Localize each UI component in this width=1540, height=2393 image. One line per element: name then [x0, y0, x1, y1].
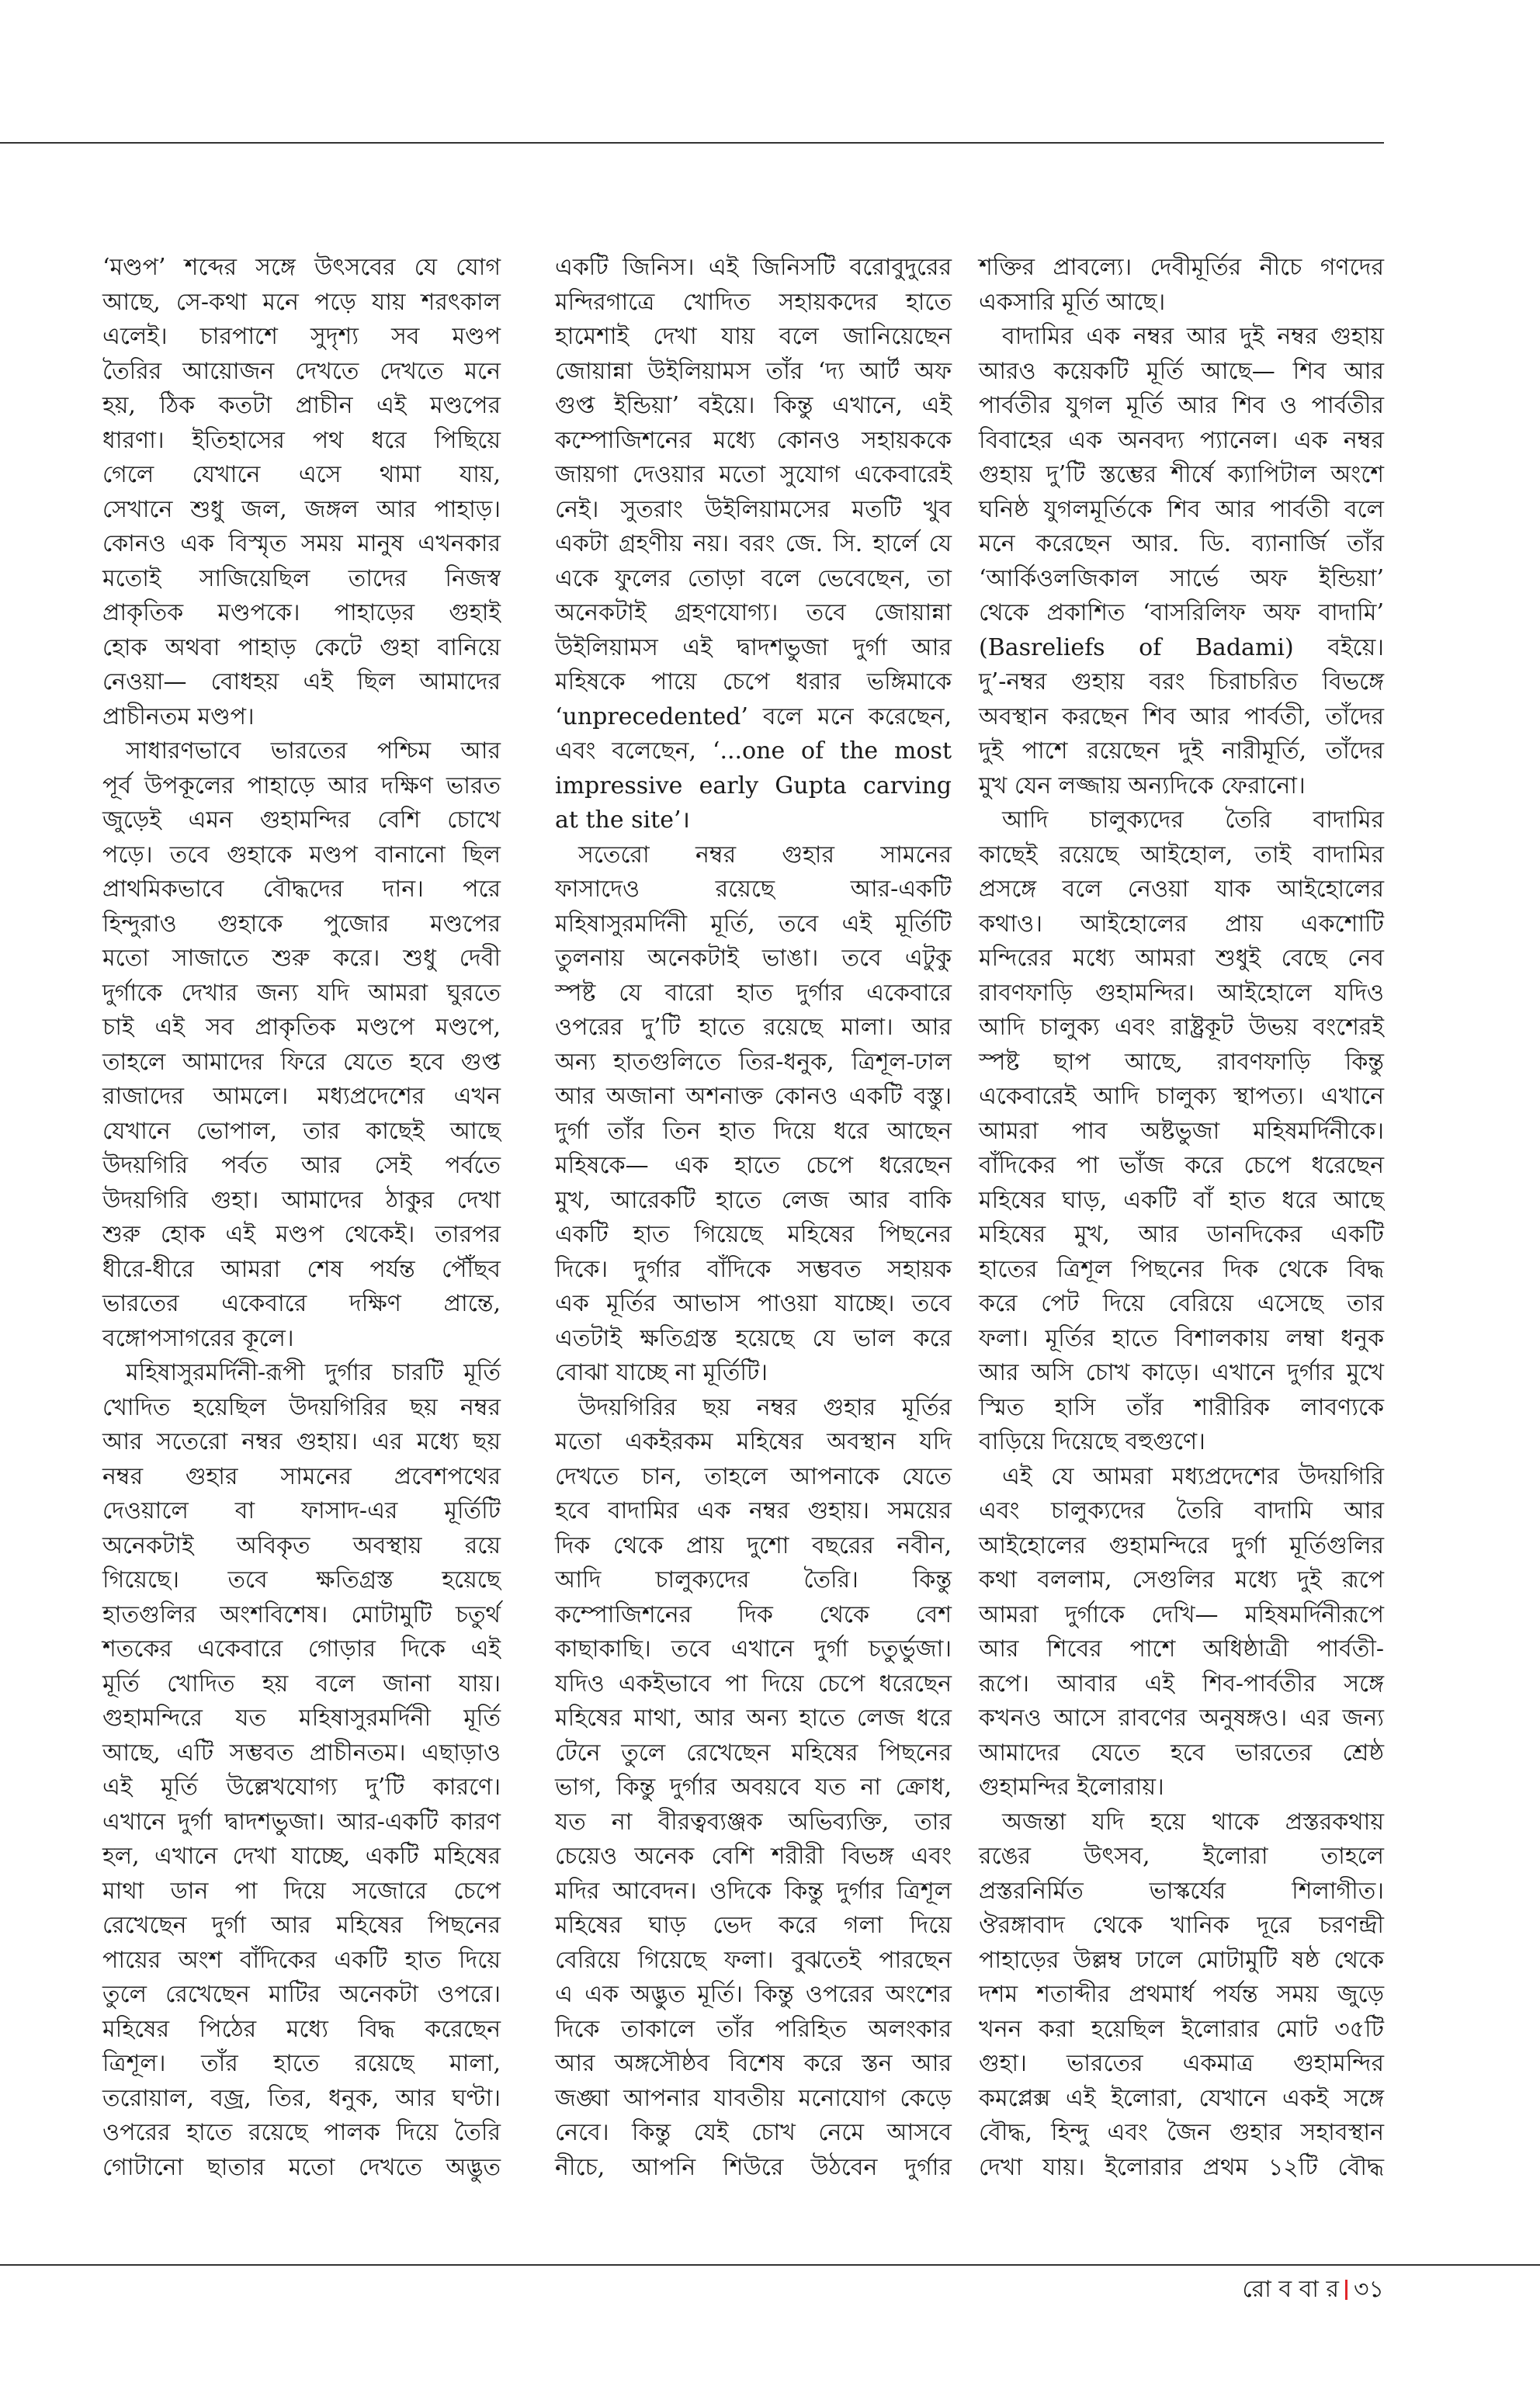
text-line: জায়গা দেওয়ার মতো সুযোগ একেবারেই [555, 461, 952, 488]
text-line: দেখা যায়। ইলোরার প্রথম ১২টি বৌদ্ধ [979, 2153, 1384, 2181]
text-line: impressive early Gupta carving [555, 772, 952, 799]
text-line: কম্পোজিশনের দিক থেকে বেশ [555, 1601, 952, 1628]
text-line: সেখানে শুধু জল, জঙ্গল আর পাহাড়। [102, 495, 501, 523]
text-line: একেবারেই আদি চালুক্য স্থাপত্য। এখানে [979, 1083, 1384, 1110]
text-line: আমাদের যেতে হবে ভারতের শ্রেষ্ঠ [979, 1739, 1384, 1767]
text-line: তুলে রেখেছেন মাটির অনেকটা ওপরে। [102, 1981, 501, 2008]
text-line: মতোই সাজিয়েছিল তাদের নিজস্ব [102, 564, 501, 592]
text-line: ঘনিষ্ঠ যুগলমূর্তিকে শিব আর পার্বতী বলে [979, 495, 1384, 523]
text-line: জঙ্ঘা আপনার যাবতীয় মনোযোগ কেড়ে [555, 2084, 952, 2112]
text-line: হবে বাদামির এক নম্বর গুহায়। সময়ের [555, 1497, 952, 1524]
text-line: মহিষের ঘাড়, একটি বাঁ হাত ধরে আছে [979, 1186, 1384, 1214]
text-line: আদি চালুক্য এবং রাষ্ট্রকূট উভয় বংশেরই [979, 1014, 1384, 1041]
text-line: মদির আবেদন। ওদিকে কিন্তু দুর্গার ত্রিশূল [555, 1877, 952, 1905]
text-line: ফলা। মূর্তির হাতে বিশালকায় লম্বা ধনুক [979, 1324, 1384, 1352]
text-line: দিকে। দুর্গার বাঁদিকে সম্ভবত সহায়ক [555, 1255, 952, 1283]
text-line: অন্য হাতগুলিতে তির-ধনুক, ত্রিশূল-ঢাল [555, 1048, 952, 1076]
text-column-2 [555, 251, 952, 2185]
text-line: একে ফুলের তোড়া বলে ভেবেছেন, তা [555, 564, 952, 592]
text-line: আর সতেরো নম্বর গুহায়। এর মধ্যে ছয় [102, 1428, 501, 1455]
text-line: আর অজানা অশনাক্ত কোনও একটি বস্তু। [555, 1083, 952, 1110]
text-line: আর অঙ্গসৌষ্ঠব বিশেষ করে স্তন আর [555, 2050, 952, 2077]
text-line: অনেকটাই গ্রহণযোগ্য। তবে জোয়ান্না [555, 599, 952, 626]
text-line: যদিও একইভাবে পা দিয়ে চেপে ধরেছেন [555, 1670, 952, 1698]
text-line: উদয়গিরির ছয় নম্বর গুহার মূর্তির [578, 1393, 952, 1421]
text-line: মন্দিরের মধ্যে আমরা শুধুই বেছে নেব [979, 945, 1384, 972]
text-line: আদি চালুক্যদের তৈরি বাদামির [1002, 806, 1384, 834]
text-line: এতটাই ক্ষতিগ্রস্ত হয়েছে যে ভাল করে [555, 1324, 952, 1352]
text-line: আমরা পাব অষ্টভুজা মহিষমর্দিনীকে। [979, 1117, 1384, 1145]
text-line: ভারতের একেবারে দক্ষিণ প্রান্তে, [102, 1290, 501, 1317]
text-line: একসারি মূর্তি আছে। [979, 288, 1166, 316]
text-line: রঙের উৎসব, ইলোরা তাহলে [979, 1843, 1384, 1870]
text-line: তরোয়াল, বজ্র, তির, ধনুক, আর ঘণ্টা। [102, 2084, 501, 2112]
text-line: কোনও এক বিস্মৃত সময় মানুষ এখনকার [102, 530, 501, 557]
text-line: at the site’। [555, 806, 690, 834]
text-line: ঔরঙ্গাবাদ থেকে খানিক দূরে চরণন্দ্রী [979, 1912, 1384, 1939]
text-line: দুই পাশে রয়েছেন দুই নারীমূর্তি, তাঁদের [979, 737, 1384, 765]
text-line: মহিষাসুরমর্দিনী-রূপী দুর্গার চারটি মূর্তি [126, 1359, 501, 1386]
text-line: থেকে প্রকাশিত ‘বাসরিলিফ অফ বাদামি’ [979, 599, 1384, 626]
text-line: আদি চালুক্যদের তৈরি। কিন্তু [555, 1566, 952, 1594]
text-line: যেখানে ভোপাল, তার কাছেই আছে [102, 1117, 501, 1145]
text-line: রাজাদের আমলে। মধ্যপ্রদেশের এখন [102, 1083, 501, 1110]
text-line: পাহাড়ের উল্লম্ব ঢালে মোটামুটি ষষ্ঠ থেকে [979, 1946, 1384, 1974]
text-line: বঙ্গোপসাগরের কূলে। [102, 1324, 294, 1352]
text-line: পড়ে। তবে গুহাকে মণ্ডপ বানানো ছিল [102, 841, 501, 869]
page-number: ৩১ [1354, 2276, 1384, 2303]
text-line: সতেরো নম্বর গুহার সামনের [578, 841, 952, 869]
text-line: নেই। সুতরাং উইলিয়ামসের মতটি খুব [555, 495, 952, 523]
text-line: কাছাকাছি। তবে এখানে দুর্গা চতুর্ভুজা। [555, 1635, 952, 1663]
text-line: বাঁদিকের পা ভাঁজ করে চেপে ধরেছেন [979, 1152, 1384, 1179]
magazine-name: রো ব বা র [1242, 2276, 1340, 2303]
text-line: উদয়গিরি পর্বত আর সেই পর্বতে [102, 1152, 501, 1179]
text-line: দুর্গা তাঁর তিন হাত দিয়ে ধরে আছেন [555, 1117, 952, 1145]
text-line: প্রাথমিকভাবে বৌদ্ধদের দান। পরে [102, 876, 501, 903]
text-line: আছে, সে-কথা মনে পড়ে যায় শরৎকাল [102, 288, 501, 316]
text-line: আর শিবের পাশে অধিষ্ঠাত্রী পার্বতী- [979, 1635, 1384, 1663]
text-line: খনন করা হয়েছিল ইলোরার মোট ৩৫টি [979, 2015, 1384, 2043]
page-footer [1242, 2273, 1384, 2307]
text-line: গুহামন্দিরে যত মহিষাসুরমর্দিনী মূর্তি [102, 1705, 501, 1732]
text-line: জুড়েই এমন গুহামন্দির বেশি চোখে [102, 806, 501, 834]
text-line: এ এক অদ্ভুত মূর্তি। কিন্তু ওপরের অংশের [555, 1981, 952, 2008]
text-line: মনে করেছেন আর. ডি. ব্যানার্জি তাঁর [979, 530, 1384, 557]
text-line: বিবাহের এক অনবদ্য প্যানেল। এক নম্বর [979, 426, 1384, 454]
paragraph [555, 1391, 952, 2186]
text-line: এবং বলেছেন, ‘...one of the most [555, 737, 952, 765]
bottom-rule [0, 2264, 1540, 2266]
text-line: হাতগুলির অংশবিশেষ। মোটামুটি চতুর্থ [102, 1601, 501, 1628]
text-line: স্পষ্ট ছাপ আছে, রাবণফাড়ি কিন্তু [979, 1048, 1384, 1076]
text-line: মহিষকে পায়ে চেপে ধরার ভঙ্গিমাকে [555, 668, 952, 695]
text-line: উদয়গিরি গুহা। আমাদের ঠাকুর দেখা [102, 1186, 501, 1214]
text-line: অজন্তা যদি হয়ে থাকে প্রস্তরকথায় [1002, 1808, 1384, 1836]
text-line: পার্বতীর যুগল মূর্তি আর শিব ও পার্বতীর [979, 392, 1384, 419]
text-line: শক্তির প্রাবল্যে। দেবীমূর্তির নীচে গণদের [979, 254, 1384, 281]
text-line: বেরিয়ে গিয়েছে ফলা। বুঝতেই পারছেন [555, 1946, 952, 1974]
text-line: চাই এই সব প্রাকৃতিক মণ্ডপে মণ্ডপে, [102, 1014, 501, 1041]
footer-separator [1345, 2280, 1348, 2300]
text-line: দুর্গাকে দেখার জন্য যদি আমরা ঘুরতে [102, 979, 501, 1007]
text-line: চেয়েও অনেক বেশি শরীরী বিভঙ্গ এবং [555, 1843, 952, 1870]
text-line: মতো সাজাতে শুরু করে। শুধু দেবী [102, 945, 501, 972]
text-line: পায়ের অংশ বাঁদিকের একটি হাত দিয়ে [102, 1946, 501, 1974]
text-line: নেবে। কিন্তু যেই চোখ নেমে আসবে [555, 2119, 952, 2146]
text-line: গুপ্ত ইন্ডিয়া’ বইয়ে। কিন্তু এখানে, এই [555, 392, 952, 419]
text-line: দেখতে চান, তাহলে আপনাকে যেতে [555, 1462, 952, 1490]
text-line: ওপরের দু’টি হাতে রয়েছে মালা। আর [555, 1014, 952, 1041]
text-line: একটি জিনিস। এই জিনিসটি বরোবুদুরের [555, 254, 952, 281]
text-line: অবস্থান করছেন শিব আর পার্বতী, তাঁদের [979, 702, 1384, 730]
text-line: কথাও। আইহোলের প্রায় একশোটি [979, 910, 1384, 938]
text-line: আর অসি চোখ কাড়ে। এখানে দুর্গার মুখে [979, 1359, 1384, 1386]
text-line: পূর্ব উপকূলের পাহাড়ে আর দক্ষিণ ভারত [102, 772, 501, 799]
text-line: সাধারণভাবে ভারতের পশ্চিম আর [126, 737, 501, 765]
text-line: ‘আর্কিওলজিকাল সার্ভে অফ ইন্ডিয়া’ [979, 564, 1384, 592]
text-line: বৌদ্ধ, হিন্দু এবং জৈন গুহার সহাবস্থান [979, 2119, 1384, 2146]
text-line: ভাগ, কিন্তু দুর্গার অবয়বে যত না ক্রোধ, [555, 1774, 952, 1801]
text-line: তাহলে আমাদের ফিরে যেতে হবে গুপ্ত [102, 1048, 501, 1076]
text-line: উইলিয়ামস এই দ্বাদশভুজা দুর্গা আর [555, 633, 952, 661]
text-line: বাড়িয়ে দিয়েছে বহুগুণে। [979, 1428, 1205, 1455]
text-line: স্পষ্ট যে বারো হাত দুর্গার একেবারে [555, 979, 952, 1007]
text-line: খোদিত হয়েছিল উদয়গিরির ছয় নম্বর [102, 1393, 501, 1421]
text-line: নীচে, আপনি শিউরে উঠবেন দুর্গার [555, 2153, 952, 2181]
text-line: টেনে তুলে রেখেছেন মহিষের পিছনের [555, 1739, 952, 1767]
text-line: গেলে যেখানে এসে থামা যায়, [102, 461, 501, 488]
text-line: এক মূর্তির আভাস পাওয়া যাচ্ছে। তবে [555, 1290, 952, 1317]
text-line: রূপে। আবার এই শিব-পার্বতীর সঙ্গে [979, 1670, 1384, 1698]
text-line: নেওয়া— বোধহয় এই ছিল আমাদের [102, 668, 501, 695]
text-line: মহিষকে— এক হাতে চেপে ধরেছেন [555, 1152, 952, 1179]
text-line: আইহোলের গুহামন্দিরে দুর্গা মূর্তিগুলির [979, 1531, 1384, 1559]
text-line: দিকে তাকালে তাঁর পরিহিত অলংকার [555, 2015, 952, 2043]
text-line: দশম শতাব্দীর প্রথমার্ধ পর্যন্ত সময় জুড়ে [979, 1981, 1384, 2008]
text-line: প্রসঙ্গে বলে নেওয়া যাক আইহোলের [979, 876, 1384, 903]
text-line: এই মূর্তি উল্লেখযোগ্য দু’টি কারণে। [102, 1774, 501, 1801]
text-line: এখানে দুর্গা দ্বাদশভুজা। আর-একটি কারণ [102, 1808, 501, 1836]
paragraph [979, 320, 1384, 803]
text-column-3 [979, 251, 1384, 2185]
text-line: কমপ্লেক্স এই ইলোরা, যেখানে একই সঙ্গে [979, 2084, 1384, 2112]
text-line: গোটানো ছাতার মতো দেখতে অদ্ভুত [102, 2153, 501, 2181]
paragraph [102, 251, 501, 734]
text-line: ফাসাদেও রয়েছে আর-একটি [555, 876, 952, 903]
paragraph [555, 838, 952, 1391]
text-line: স্মিত হাসি তাঁর শারীরিক লাবণ্যকে [979, 1393, 1384, 1421]
text-line: নম্বর গুহার সামনের প্রবেশপথের [102, 1462, 501, 1490]
text-line: প্রস্তরনির্মিত ভাস্কর্যের শিলাগীত। [979, 1877, 1384, 1905]
text-line: ধারণা। ইতিহাসের পথ ধরে পিছিয়ে [102, 426, 501, 454]
text-line: হাতের ত্রিশূল পিছনের দিক থেকে বিদ্ধ [979, 1255, 1384, 1283]
paragraph [979, 1460, 1384, 1805]
text-line: জোয়ান্না উইলিয়ামস তাঁর ‘দ্য আর্ট অফ [555, 357, 952, 385]
text-line: আছে, এটি সম্ভবত প্রাচীনতম। এছাড়াও [102, 1739, 501, 1767]
text-line: মুখ যেন লজ্জায় অন্যদিকে ফেরানো। [979, 772, 1306, 799]
text-line: কথা বললাম, সেগুলির মধ্যে দুই রূপে [979, 1566, 1384, 1594]
text-line: দিক থেকে প্রায় দুশো বছরের নবীন, [555, 1531, 952, 1559]
text-line: মহিষের পিঠের মধ্যে বিদ্ধ করেছেন [102, 2015, 501, 2043]
text-line: গিয়েছে। তবে ক্ষতিগ্রস্ত হয়েছে [102, 1566, 501, 1594]
text-line: বোঝা যাচ্ছে না মূর্তিটি। [555, 1359, 768, 1386]
text-line: কাছেই রয়েছে আইহোল, তাই বাদামির [979, 841, 1384, 869]
text-line: (Basreliefs of Badami) বইয়ে। [979, 633, 1384, 661]
text-line: তৈরির আয়োজন দেখতে দেখতে মনে [102, 357, 501, 385]
text-line: এবং চালুক্যদের তৈরি বাদামি আর [979, 1497, 1384, 1524]
text-line: হোক অথবা পাহাড় কেটে গুহা বানিয়ে [102, 633, 501, 661]
text-line: হামেশাই দেখা যায় বলে জানিয়েছেন [555, 323, 952, 350]
text-line: হল, এখানে দেখা যাচ্ছে, একটি মহিষের [102, 1843, 501, 1870]
paragraph [979, 803, 1384, 1460]
text-line: আমরা দুর্গাকে দেখি— মহিষমর্দিনীরূপে [979, 1601, 1384, 1628]
text-line: প্রাকৃতিক মণ্ডপকে। পাহাড়ের গুহাই [102, 599, 501, 626]
text-line: এই যে আমরা মধ্যপ্রদেশের উদয়গিরি [1002, 1462, 1384, 1490]
text-line: মহিষাসুরমর্দিনী মূর্তি, তবে এই মূর্তিটি [555, 910, 952, 938]
text-line: রাবণফাড়ি গুহামন্দির। আইহোলে যদিও [979, 979, 1384, 1007]
text-line: মাথা ডান পা দিয়ে সজোরে চেপে [102, 1877, 501, 1905]
text-line: এলেই। চারপাশে সুদৃশ্য সব মণ্ডপ [102, 323, 501, 350]
text-column-1 [102, 251, 501, 2185]
text-line: গুহা। ভারতের একমাত্র গুহামন্দির [979, 2050, 1384, 2077]
text-line: ‘মণ্ডপ’ শব্দের সঙ্গে উৎসবের যে যোগ [102, 254, 501, 281]
text-line: ধীরে-ধীরে আমরা শেষ পর্যন্ত পৌঁছব [102, 1255, 501, 1283]
text-line: ত্রিশূল। তাঁর হাতে রয়েছে মালা, [102, 2050, 501, 2077]
paragraph [102, 1356, 501, 2185]
text-line: রেখেছেন দুর্গা আর মহিষের পিছনের [102, 1912, 501, 1939]
text-line: মহিষের মুখ, আর ডানদিকের একটি [979, 1221, 1384, 1248]
text-line: ওপরের হাতে রয়েছে পালক দিয়ে তৈরি [102, 2119, 501, 2146]
paragraph [979, 1805, 1384, 2186]
text-line: কম্পোজিশনের মধ্যে কোনও সহায়ককে [555, 426, 952, 454]
text-line: হয়, ঠিক কতটা প্রাচীন এই মণ্ডপের [102, 392, 501, 419]
text-line: হিন্দুরাও গুহাকে পুজোর মণ্ডপের [102, 910, 501, 938]
text-line: তুলনায় অনেকটাই ভাঙা। তবে এটুকু [555, 945, 952, 972]
text-line: বাদামির এক নম্বর আর দুই নম্বর গুহায় [1002, 323, 1384, 350]
text-line: মূর্তি খোদিত হয় বলে জানা যায়। [102, 1670, 501, 1698]
text-line: ‘unprecedented’ বলে মনে করেছেন, [555, 702, 952, 730]
text-line: গুহায় দু’টি স্তম্ভের শীর্ষে ক্যাপিটাল অংশে [979, 461, 1384, 488]
paragraph [555, 251, 952, 838]
text-line: মন্দিরগাত্রে খোদিত সহায়কদের হাতে [555, 288, 952, 316]
text-line: কখনও আসে রাবণের অনুষঙ্গও। এর জন্য [979, 1705, 1384, 1732]
text-line: মুখ, আরেকটি হাতে লেজ আর বাকি [555, 1186, 952, 1214]
text-line: যত না বীরত্বব্যঞ্জক অভিব্যক্তি, তার [555, 1808, 952, 1836]
paragraph [102, 734, 501, 1356]
top-rule [0, 142, 1384, 144]
text-line: দু’-নম্বর গুহায় বরং চিরাচরিত বিভঙ্গে [979, 668, 1384, 695]
text-line: প্রাচীনতম মণ্ডপ। [102, 702, 255, 730]
text-line: দেওয়ালে বা ফাসাদ-এর মূর্তিটি [102, 1497, 501, 1524]
text-line: মহিষের মাথা, আর অন্য হাতে লেজ ধরে [555, 1705, 952, 1732]
text-line: মহিষের ঘাড় ভেদ করে গলা দিয়ে [555, 1912, 952, 1939]
text-line: গুহামন্দির ইলোরায়। [979, 1774, 1164, 1801]
paragraph [979, 251, 1384, 320]
text-line: অনেকটাই অবিকৃত অবস্থায় রয়ে [102, 1531, 501, 1559]
text-line: একটা গ্রহণীয় নয়। বরং জে. সি. হার্লে যে [555, 530, 952, 557]
text-line: মতো একইরকম মহিষের অবস্থান যদি [555, 1428, 952, 1455]
text-line: করে পেট দিয়ে বেরিয়ে এসেছে তার [979, 1290, 1384, 1317]
text-line: আরও কয়েকটি মূর্তি আছে— শিব আর [979, 357, 1384, 385]
text-line: একটি হাত গিয়েছে মহিষের পিছনের [555, 1221, 952, 1248]
text-line: শতকের একেবারে গোড়ার দিকে এই [102, 1635, 501, 1663]
text-line: শুরু হোক এই মণ্ডপ থেকেই। তারপর [102, 1221, 501, 1248]
